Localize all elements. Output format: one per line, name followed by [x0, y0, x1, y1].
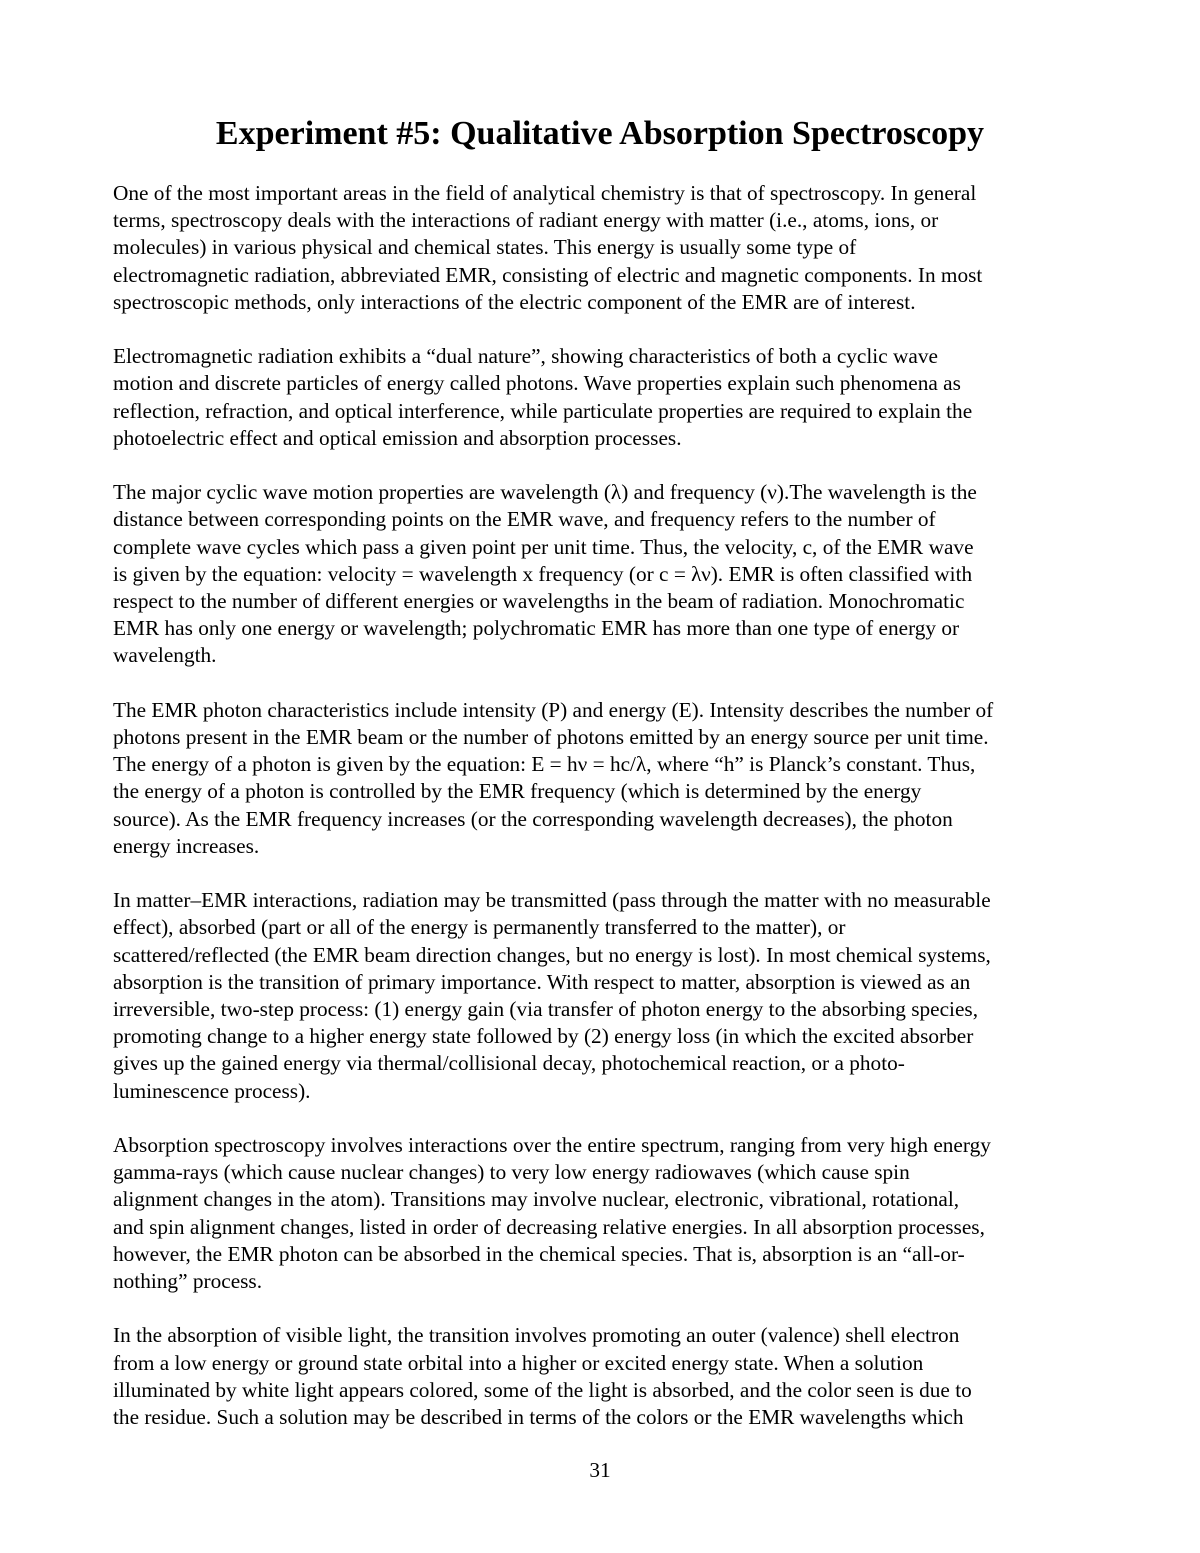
text-line: In the absorption of visible light, the transition involves promoting an outer (valence) shell electron: [113, 1323, 960, 1348]
text-line: molecules) in various physical and chemical states. This energy is usually some type of: [113, 235, 857, 260]
paragraph-4: [113, 697, 1095, 860]
text-line: the energy of a photon is controlled by the EMR frequency (which is determined by the energy: [113, 779, 922, 804]
text-line: The energy of a photon is given by the equation: E = hν = hc/λ, where “h” is Planck’s constant. Thus,: [113, 752, 976, 777]
text-line: wavelength.: [113, 643, 217, 668]
text-line: and spin alignment changes, listed in order of decreasing relative energies. In all absorption processes,: [113, 1214, 985, 1239]
text-line: Electromagnetic radiation exhibits a “dual nature”, showing characteristics of both a cyclic wave: [113, 344, 938, 369]
text-line: effect), absorbed (part or all of the energy is permanently transferred to the matter), or: [113, 915, 846, 940]
text-line: spectroscopic methods, only interactions of the electric component of the EMR are of interest.: [113, 289, 916, 314]
text-line: luminescence process).: [113, 1078, 311, 1103]
page-title: Experiment #5: Qualitative Absorption Spectroscopy: [215, 115, 985, 152]
text-line: photoelectric effect and optical emission and absorption processes.: [113, 425, 682, 450]
paragraph-6: [113, 1132, 1095, 1295]
document-body: [113, 180, 1095, 1458]
text-line: The EMR photon characteristics include intensity (P) and energy (E). Intensity describes the number of: [113, 697, 994, 722]
text-line: The major cyclic wave motion properties are wavelength (λ) and frequency (ν).The wavelength is the: [113, 480, 977, 505]
text-line: In matter–EMR interactions, radiation may be transmitted (pass through the matter with no measurable: [113, 888, 991, 913]
text-line: alignment changes in the atom). Transitions may involve nuclear, electronic, vibrational, rotational,: [113, 1187, 960, 1212]
text-line: however, the EMR photon can be absorbed in the chemical species. That is, absorption is an “all-or-: [113, 1241, 965, 1266]
text-line: One of the most important areas in the field of analytical chemistry is that of spectroscopy. In general: [113, 181, 977, 205]
paragraph-2: [113, 343, 1095, 452]
text-line: energy increases.: [113, 833, 260, 858]
text-line: promoting change to a higher energy state followed by (2) energy loss (in which the excited absorber: [113, 1024, 974, 1049]
text-line: from a low energy or ground state orbital into a higher or excited energy state. When a solution: [113, 1350, 924, 1375]
text-line: terms, spectroscopy deals with the interactions of radiant energy with matter (i.e., atoms, ions, or: [113, 208, 939, 233]
text-line: is given by the equation: velocity = wavelength x frequency (or c = λν). EMR is often classified with: [113, 561, 973, 586]
text-line: gives up the gained energy via thermal/collisional decay, photochemical reaction, or a photo-: [113, 1051, 905, 1076]
text-line: nothing” process.: [113, 1269, 263, 1294]
paragraph-1: [113, 180, 1095, 316]
page-number: 31: [589, 1458, 611, 1482]
text-line: source). As the EMR frequency increases (or the corresponding wavelength decreases), the photon: [113, 806, 953, 831]
text-line: absorption is the transition of primary importance. With respect to matter, absorption is viewed as an: [113, 969, 971, 994]
text-line: respect to the number of different energies or wavelengths in the beam of radiation. Monochromatic: [113, 589, 965, 614]
text-line: Absorption spectroscopy involves interactions over the entire spectrum, ranging from very high energy: [113, 1133, 991, 1158]
text-line: complete wave cycles which pass a given point per unit time. Thus, the velocity, c, of the EMR wave: [113, 534, 974, 559]
paragraph-3: [113, 479, 1095, 669]
text-line: distance between corresponding points on the EMR wave, and frequency refers to the number of: [113, 507, 936, 532]
paragraph-5: [113, 887, 1095, 1105]
text-line: irreversible, two-step process: (1) energy gain (via transfer of photon energy to the absorbing species,: [113, 997, 979, 1022]
text-line: reflection, refraction, and optical interference, while particulate properties are required to explain the: [113, 398, 973, 423]
text-line: the residue. Such a solution may be described in terms of the colors or the EMR wavelengths which: [113, 1405, 964, 1430]
text-line: illuminated by white light appears colored, some of the light is absorbed, and the color seen is due to: [113, 1377, 972, 1402]
text-line: gamma-rays (which cause nuclear changes) to very low energy radiowaves (which cause spin: [113, 1160, 910, 1185]
paragraph-7: [113, 1322, 1095, 1431]
text-line: motion and discrete particles of energy called photons. Wave properties explain such phenomena as: [113, 371, 961, 396]
text-line: EMR has only one energy or wavelength; polychromatic EMR has more than one type of energy or: [113, 616, 960, 641]
text-line: scattered/reflected (the EMR beam direction changes, but no energy is lost). In most chemical systems,: [113, 942, 991, 967]
text-line: electromagnetic radiation, abbreviated EMR, consisting of electric and magnetic components. In most: [113, 262, 983, 287]
text-line: photons present in the EMR beam or the number of photons emitted by an energy source per unit time.: [113, 725, 989, 750]
